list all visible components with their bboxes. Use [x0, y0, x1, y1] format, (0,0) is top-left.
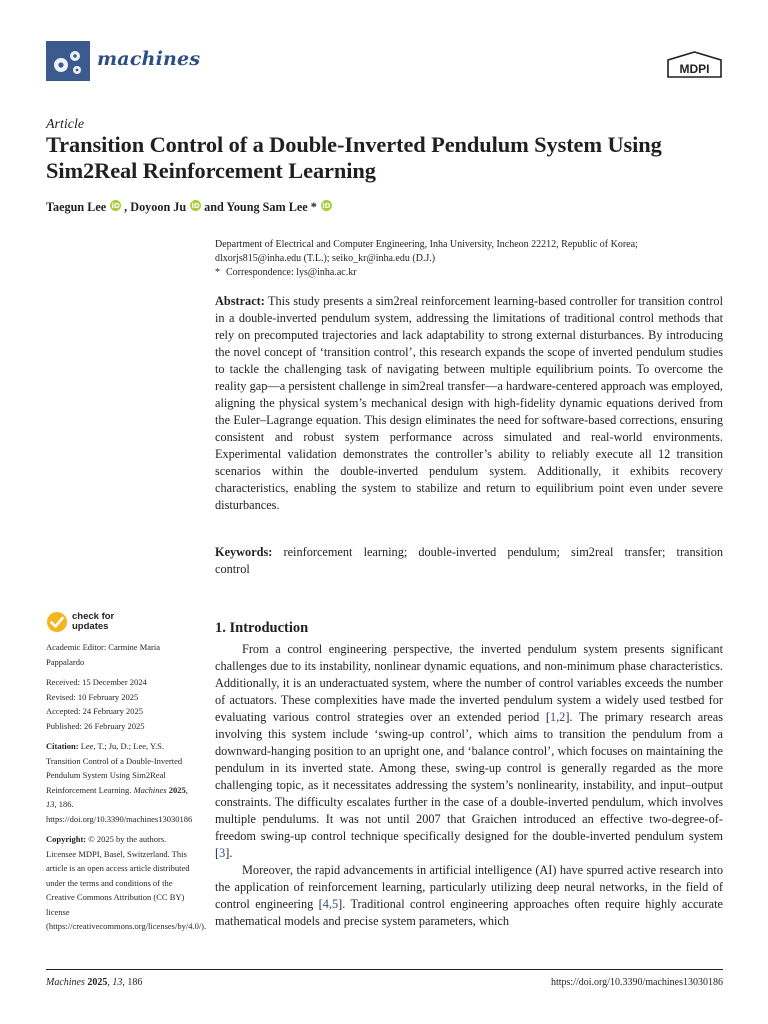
author-list: [46, 200, 335, 215]
footer-divider: [46, 969, 723, 970]
affiliation-emails[interactable]: dlxorjs815@inha.edu (T.L.); seiko_kr@inha.edu (D.J.): [215, 253, 436, 264]
check-updates-line2: updates: [72, 621, 109, 632]
section-heading: 1. Introduction: [215, 620, 309, 636]
footer-doi[interactable]: https://doi.org/10.3390/machines13030186: [550, 977, 723, 988]
copyright: Copyright: © 2025 by the authors. Licensee MDPI, Basel, Switzerland. This article is an open access article distributed under the terms and conditions of the Creative Commons Attribution (CC BY) license (https://creativecommons.org/licenses/by/4.0/).: [46, 834, 207, 931]
mdpi-logo-text: MDPI: [679, 62, 710, 76]
gears-icon: [48, 43, 88, 79]
keywords-text: reinforcement learning; double-inverted pendulum; sim2real transfer; transition control: [215, 545, 723, 576]
citation: Citation: Lee, T.; Ju, D.; Lee, Y.S. Transition Control of a Double-Inverted Pendulum System Using Sim2Real Reinforcement Learning. Machines 2025, 13, 186. https://doi.org/10.3390/machines13030186: [46, 741, 193, 824]
article-type: Article: [46, 117, 85, 132]
author-name[interactable]: Taegun Lee: [46, 200, 107, 214]
citation-link[interactable]: 4,5: [322, 897, 339, 911]
published-date: Published: 26 February 2025: [46, 720, 145, 731]
article-sidebar: [46, 640, 207, 934]
keywords-label: Keywords:: [215, 545, 273, 559]
affiliation-line: Department of Electrical and Computer Engineering, Inha University, Incheon 22212, Republic of Korea;: [215, 239, 638, 250]
abstract: [215, 293, 723, 514]
orcid-icon[interactable]: iD: [191, 201, 200, 210]
keywords: [215, 544, 723, 578]
academic-editor: Academic Editor: Carmine Maria Pappalardo: [46, 642, 160, 667]
paragraph: From a control engineering perspective, the inverted pendulum system presents significant challenges due to its instability, nonlinear dynamic equations, and non-minimum phase characteristics. Additionally, it is an underactuated system, where the number of control variables exceeds the number of actuators. These complexities have made the inverted pendulum system a widely used testbed for evaluating various control strategies over an extended period [1,2]. The primary research areas involving this system include ‘swing-up control’, which aims to transition the pendulum from a downward-hanging position to an upright one, and ‘balance control’, which focuses on maintaining the pendulum in its inverted state. Among these, swing-up control is generally regarded as the more challenging topic, as it necessitates addressing the system’s nonlinearity, instability, and input–output constraints. The difficulty escalates further in the case of a double-inverted pendulum, which involves multiple pendulums. It was not until 2007 that Graichen introduced an effective two-degree-of-freedom swing-up control technique specifically designed for the double-inverted pendulum system [3].: [215, 642, 723, 860]
journal-logo: [46, 41, 90, 81]
citation-link[interactable]: 1,2: [549, 710, 566, 724]
journal-name[interactable]: machines: [97, 48, 201, 70]
received-date: Received: 15 December 2024: [46, 677, 147, 687]
author-name[interactable]: , Doyoon Ju: [124, 200, 187, 214]
orcid-icon[interactable]: iD: [322, 201, 331, 210]
paper-title: Transition Control of a Double-Inverted Pendulum System Using Sim2Real Reinforcement Learning: [46, 132, 662, 183]
introduction-body: [215, 641, 723, 930]
mdpi-logo[interactable]: [666, 51, 723, 78]
author-name[interactable]: and Young Sam Lee *: [204, 200, 317, 214]
paragraph: Moreover, the rapid advancements in artificial intelligence (AI) have spurred active research into the application of reinforcement learning, particularly utilizing deep neural networks, in the field of control engineering [4,5]. Traditional control engineering approaches often require highly accurate mathematical models and precise system parameters, which: [215, 863, 723, 928]
revised-date: Revised: 10 February 2025: [46, 691, 139, 702]
accepted-date: Accepted: 24 February 2025: [46, 706, 144, 716]
citation-doi[interactable]: , 186. https://doi.org/10.3390/machines13030186: [46, 799, 193, 824]
abstract-text: This study presents a sim2real reinforcement learning-based controller for transition control in a double-inverted pendulum system, addressing the limitations of traditional control methods that rely on precomputed trajectories and lack adaptability to strong external disturbances. By introducing the novel concept of ‘transition control’, this research expands the scope of inverted pendulum studies to tackle the challenging task of navigating between multiple equilibrium points. To overcome the reality gap—a persistent challenge in sim2real transfer—a hardware-centered approach was employed, aligning the physical system’s mechanical design with high-fidelity dynamic equations derived from the Euler–Lagrange equation. This design eliminates the need for software-based corrections, ensuring consistent and robust system performance across simulated and real-world environments. Experimental validation demonstrates the controller’s ability to reliably execute all 12 transition scenarios within the double-inverted pendulum system. Additionally, it exhibits recovery characteristics, enabling the system to stabilize and return to equilibrium point even under severe disturbances.: [215, 294, 723, 512]
check-updates-icon: [46, 611, 68, 633]
check-for-updates[interactable]: [46, 611, 114, 633]
orcid-icon[interactable]: iD: [111, 201, 120, 210]
affiliation-block: [215, 238, 725, 280]
check-updates-line1: check for: [72, 611, 115, 622]
correspondence[interactable]: * Correspondence: lys@inha.ac.kr: [215, 267, 357, 278]
abstract-label: Abstract:: [215, 294, 265, 308]
citation-link[interactable]: 3: [219, 846, 226, 860]
footer-citation: Machines 2025, 13, 186: [46, 977, 143, 988]
